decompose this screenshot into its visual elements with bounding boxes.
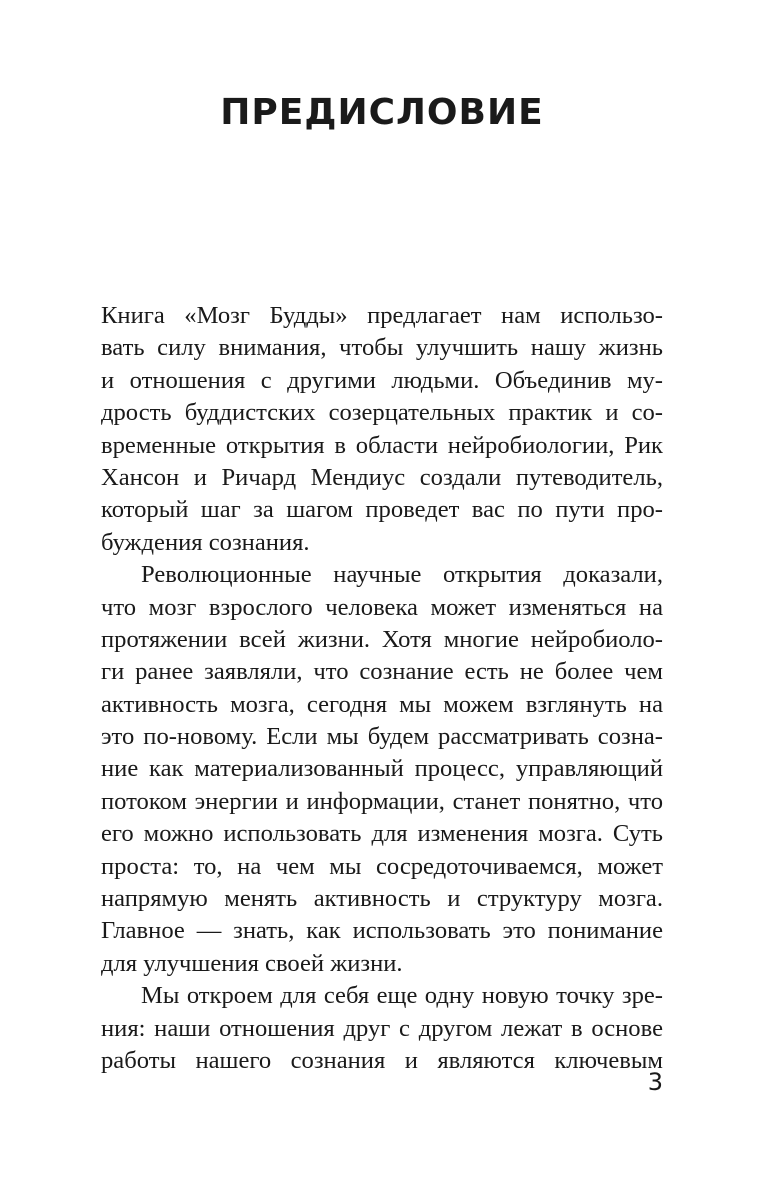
chapter-title: ПРЕДИСЛОВИЕ [220,92,544,133]
text-line: Главное — знать, как использовать это понимание [101,917,663,945]
text-line: дрость буддистских созерцательных практик и со- [101,399,663,427]
text-line: его можно использовать для изменения мозга. Суть [101,820,663,848]
text-line: ние как материализованный процесс, управляющий [101,755,663,783]
page-number: 3 [647,1068,663,1096]
text-line: буждения сознания. [101,528,310,556]
text-line: работы нашего сознания и являются ключевым [101,1046,663,1074]
text-line: ния: наши отношения друг с другом лежат в основе [101,1014,663,1042]
text-line: Книга «Мозг Будды» предлагает нам использо- [101,302,663,329]
text-line: вать силу внимания, чтобы улучшить нашу жизнь [101,334,663,362]
text-line: который шаг за шагом проведет вас по пути про- [101,496,663,524]
text-line: Революционные научные открытия доказали, [141,561,663,589]
text-line: ги ранее заявляли, что сознание есть не более чем [101,658,663,686]
text-line: протяжении всей жизни. Хотя многие нейробиоло- [101,625,663,653]
text-line: потоком энергии и информации, станет понятно, что [101,787,663,815]
text-line: для улучшения своей жизни. [101,949,403,977]
text-line: проста: то, на чем мы сосредоточиваемся, может [101,852,663,880]
text-line: это по-новому. Если мы будем рассматривать созна- [101,723,663,751]
text-line: активность мозга, сегодня мы можем взглянуть на [101,690,663,718]
text-line: напрямую менять активность и структуру мозга. [101,885,663,913]
body-text [101,300,663,1077]
text-line: что мозг взрослого человека может изменяться на [101,593,663,621]
text-line: и отношения с другими людьми. Объединив му- [101,366,663,394]
text-line: Хансон и Ричард Мендиус создали путеводитель, [101,463,663,491]
text-line: Мы откроем для себя еще одну новую точку зре- [141,982,663,1010]
text-line: временные открытия в области нейробиологии, Рик [101,431,663,459]
